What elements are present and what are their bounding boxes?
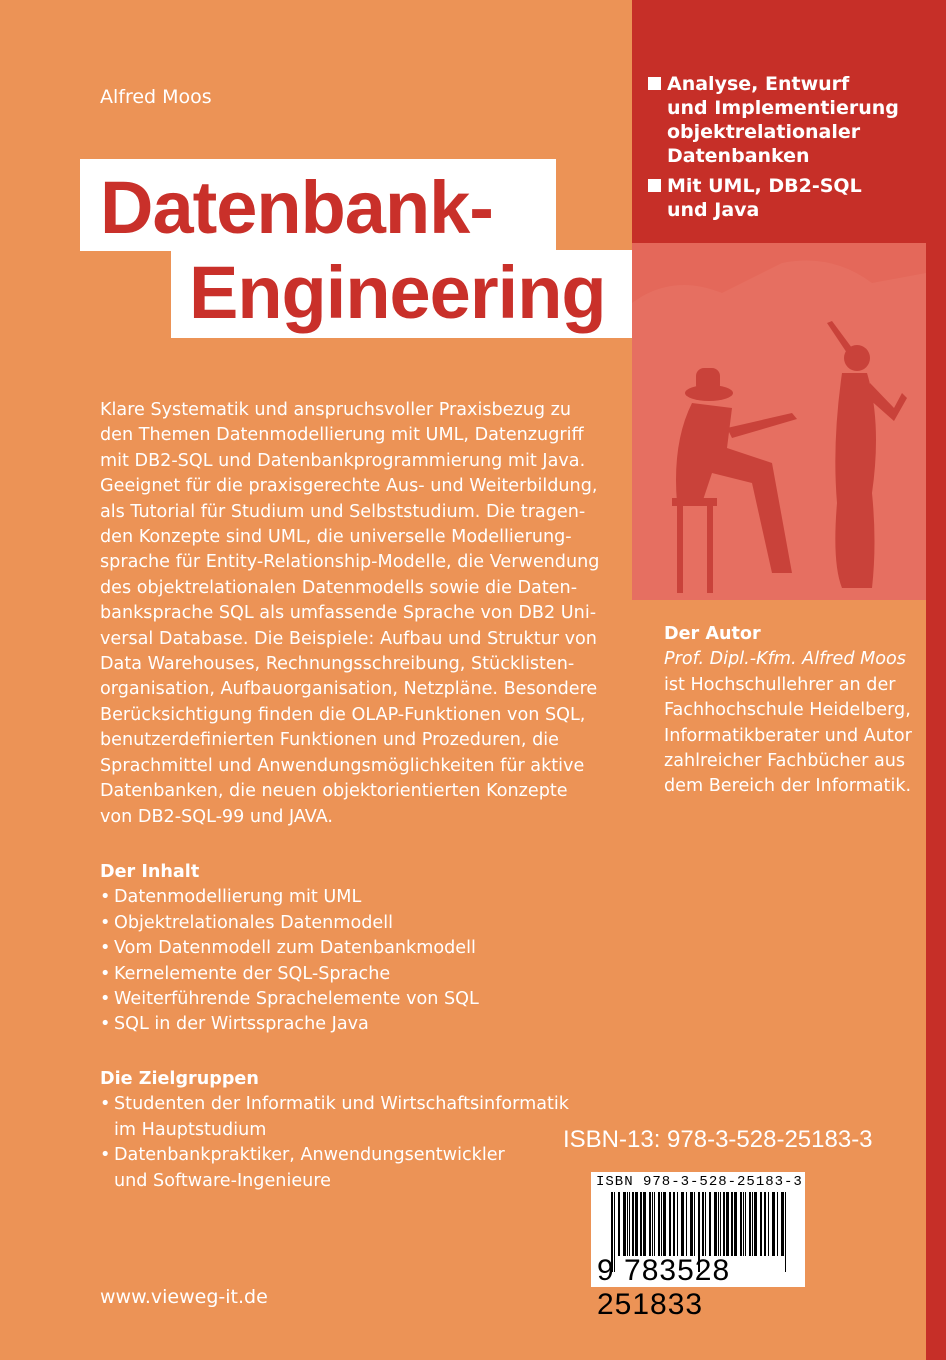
section-heading: Die Zielgruppen — [100, 1069, 259, 1089]
list-item-text: im Hauptstudium — [114, 1119, 267, 1140]
description-line: von DB2-SQL-99 und JAVA. — [100, 806, 333, 827]
barcode-bar — [709, 1192, 711, 1256]
description-line: banksprache SQL als umfassende Sprache von DB2 Uni- — [100, 603, 597, 624]
author-name: Alfred Moos — [100, 86, 212, 108]
title-line-1: Datenbank- — [80, 159, 556, 251]
barcode-bar — [745, 1192, 746, 1256]
barcode-bar — [618, 1192, 620, 1256]
target-groups-section — [100, 1067, 569, 1194]
barcode-bar — [720, 1192, 721, 1256]
barcode-bar — [749, 1192, 751, 1256]
barcode-bar — [681, 1192, 684, 1256]
author-bio-line: Informatikberater und Autor — [664, 725, 912, 746]
barcode-bar — [690, 1192, 693, 1256]
barcode-bar — [760, 1192, 762, 1256]
bullet-text: objektrelationaler — [667, 121, 861, 143]
list-item: • Kernelemente der SQL-Sprache — [100, 962, 479, 987]
barcode-bar — [772, 1192, 775, 1256]
description-line: Sprachmittel und Anwendungsmöglichkeiten für aktive — [100, 755, 585, 776]
list-item-text: Vom Datenmodell zum Datenbankmodell — [114, 938, 476, 959]
list-item: • Vom Datenmodell zum Datenbankmodell — [100, 936, 479, 961]
list-item-text: Kernelemente der SQL-Sprache — [114, 963, 391, 984]
list-item-text: Weiterführende Sprachelemente von SQL — [114, 989, 479, 1010]
barcode-bar — [702, 1192, 704, 1256]
description-line: den Konzepte sind UML, die universelle Modellierung- — [100, 527, 572, 548]
list-item-text: Studenten der Informatik und Wirtschaftsinformatik — [114, 1094, 569, 1115]
description-line: als Tutorial für Studium und Selbststudium. Die tragen- — [100, 501, 586, 522]
barcode-bar — [752, 1192, 753, 1256]
barcode-bar — [640, 1192, 642, 1256]
bullet-text: und Implementierung — [667, 97, 899, 119]
author-bio-line: Fachhochschule Heidelberg, — [664, 700, 911, 721]
section-heading: Der Inhalt — [100, 862, 200, 882]
barcode-bar — [714, 1192, 717, 1256]
description — [100, 398, 630, 830]
description-line: Berücksichtigung finden die OLAP-Funktionen von SQL, — [100, 704, 586, 725]
author-full-name: Prof. Dipl.-Kfm. Alfred Moos — [664, 649, 906, 670]
barcode-bar — [652, 1192, 653, 1256]
barcode-bar — [658, 1192, 660, 1256]
barcode-bar — [723, 1192, 725, 1256]
description-line: Datenbanken, die neuen objektorientierten Konzepte — [100, 781, 568, 802]
musicians-photo — [632, 243, 926, 600]
description-line: den Themen Datenmodellierung mit UML, Datenzugriff — [100, 425, 584, 446]
about-author — [664, 622, 912, 800]
barcode-bar — [754, 1192, 757, 1256]
barcode-bar — [686, 1192, 687, 1256]
description-line: mit DB2-SQL und Datenbankprogrammierung mit Java. — [100, 450, 586, 471]
barcode-bar — [777, 1192, 778, 1256]
list-item-text: Datenbankpraktiker, Anwendungsentwickler — [114, 1145, 505, 1166]
isbn-label: ISBN-13: 978-3-528-25183-3 — [563, 1126, 873, 1153]
barcode-bar — [627, 1192, 628, 1256]
list-item: • Weiterführende Sprachelemente von SQL — [100, 987, 479, 1012]
barcode-bar — [649, 1192, 651, 1256]
barcode-bar — [673, 1192, 675, 1256]
barcode-bar — [743, 1192, 744, 1256]
square-bullet-icon — [648, 179, 661, 192]
author-bio-line: ist Hochschullehrer an der — [664, 674, 896, 695]
feature-bullets — [648, 72, 899, 228]
barcode-bar — [661, 1192, 662, 1256]
barcode-isbn: ISBN 978-3-528-25183-3 — [596, 1174, 803, 1190]
barcode-bar — [731, 1192, 733, 1256]
description-line: versal Database. Die Beispiele: Aufbau und Struktur von — [100, 628, 597, 649]
barcode-bar — [623, 1192, 626, 1256]
bullet-text: Mit UML, DB2-SQL — [667, 175, 862, 197]
list-item-text: Objektrelationales Datenmodell — [114, 912, 393, 933]
publisher-url[interactable]: www.vieweg-it.de — [100, 1286, 268, 1308]
barcode-bar — [635, 1192, 638, 1256]
description-line: Data Warehouses, Rechnungsschreibung, Stücklisten- — [100, 654, 575, 675]
barcode-bar — [677, 1192, 678, 1256]
barcode-bar — [740, 1192, 742, 1256]
bullet-text: Analyse, Entwurf — [667, 73, 850, 95]
title-line-2: Engineering — [171, 250, 632, 338]
barcode-bar — [781, 1192, 784, 1256]
barcode-bar — [643, 1192, 646, 1256]
feature-bullet — [648, 174, 899, 222]
barcode-bar — [718, 1192, 719, 1256]
list-item-text: Datenmodellierung mit UML — [114, 887, 362, 908]
description-line: Geeignet für die praxisgerechte Aus- und Weiterbildung, — [100, 476, 598, 497]
barcode-bar — [726, 1192, 729, 1256]
list-item: • Objektrelationales Datenmodell — [100, 911, 479, 936]
barcode-digits: 9 783528 251833 — [597, 1254, 731, 1321]
contents-section — [100, 860, 479, 1038]
barcode-bar — [768, 1192, 769, 1256]
barcode-bar — [764, 1192, 766, 1256]
list-item-text: SQL in der Wirtssprache Java — [114, 1014, 369, 1035]
barcode — [591, 1172, 805, 1321]
section-heading: Der Autor — [664, 624, 761, 644]
barcode-bar — [629, 1192, 630, 1256]
list-item: • SQL in der Wirtssprache Java — [100, 1012, 479, 1037]
list-item: • Datenbankpraktiker, Anwendungsentwickler und Software-Ingenieure — [100, 1143, 569, 1194]
description-line: Klare Systematik und anspruchsvoller Praxisbezug zu — [100, 400, 572, 420]
barcode-bar — [654, 1192, 655, 1256]
list-item-text: und Software-Ingenieure — [114, 1170, 331, 1191]
square-bullet-icon — [648, 77, 661, 90]
feature-bullet — [648, 72, 899, 168]
bullet-text: und Java — [667, 199, 760, 221]
barcode-bar — [734, 1192, 737, 1256]
author-bio-line: zahlreicher Fachbücher aus — [664, 751, 906, 772]
description-line: benutzerdefinierten Funktionen und Prozeduren, die — [100, 730, 559, 751]
author-bio-line: dem Bereich der Informatik. — [664, 776, 912, 797]
barcode-bar — [694, 1192, 695, 1256]
list-item: • Studenten der Informatik und Wirtschaftsinformatik im Hauptstudium — [100, 1092, 569, 1143]
description-line: organisation, Aufbauorganisation, Netzpläne. Besondere — [100, 679, 598, 700]
barcode-bar — [705, 1192, 706, 1256]
barcode-bar — [663, 1192, 666, 1256]
barcode-bar — [632, 1192, 634, 1256]
list-item: • Datenmodellierung mit UML — [100, 885, 479, 910]
description-line: des objektrelationalen Datenmodells sowie die Daten- — [100, 577, 578, 598]
barcode-bar — [669, 1192, 671, 1256]
description-line: sprache für Entity-Relationship-Modelle, die Verwendung — [100, 552, 600, 573]
bullet-text: Datenbanken — [667, 145, 810, 167]
